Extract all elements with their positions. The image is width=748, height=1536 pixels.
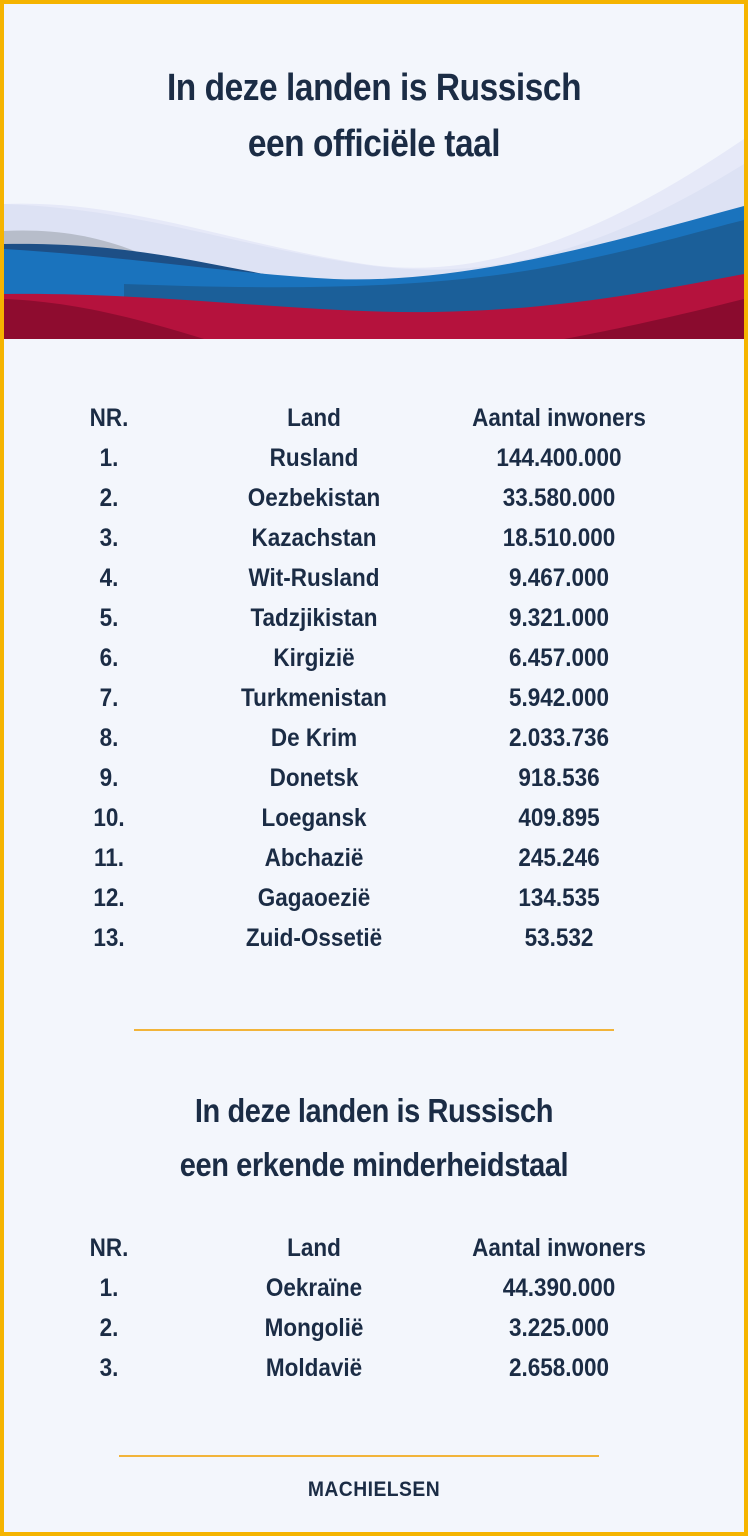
row-nr: 12. (93, 884, 125, 912)
row-land: De Krim (270, 724, 358, 752)
row-inwoners: 18.510.000 (502, 524, 616, 552)
header-nr: NR. (89, 1234, 129, 1262)
row-inwoners: 144.400.000 (496, 444, 622, 472)
table-row (4, 758, 744, 798)
row-nr: 1. (99, 1274, 119, 1302)
row-nr: 4. (99, 564, 119, 592)
row-inwoners: 245.246 (518, 844, 600, 872)
machielsen-logo: MACHIELSEN (307, 1478, 441, 1501)
table-row (4, 1308, 744, 1348)
row-land: Donetsk (269, 764, 359, 792)
row-land: Moldavië (265, 1354, 363, 1382)
table-header (4, 398, 744, 438)
row-land: Kazachstan (251, 524, 377, 552)
table-row (4, 878, 744, 918)
title-minority-line1: In deze landen is Russisch (194, 1092, 554, 1129)
row-nr: 2. (99, 484, 119, 512)
row-nr: 9. (99, 764, 119, 792)
table-row (4, 438, 744, 478)
row-inwoners: 33.580.000 (502, 484, 616, 512)
row-nr: 10. (93, 804, 125, 832)
row-land: Turkmenistan (241, 684, 387, 712)
table-row (4, 638, 744, 678)
row-inwoners: 9.467.000 (508, 564, 610, 592)
divider (134, 1029, 614, 1031)
row-nr: 8. (99, 724, 119, 752)
row-inwoners: 134.535 (518, 884, 600, 912)
table-row (4, 838, 744, 878)
table-row (4, 918, 744, 958)
row-land: Wit-Rusland (248, 564, 380, 592)
infographic (4, 4, 744, 1532)
header-land: Land (287, 1234, 341, 1262)
row-land: Oekraïne (265, 1274, 363, 1302)
row-inwoners: 3.225.000 (508, 1314, 610, 1342)
row-nr: 7. (99, 684, 119, 712)
table-row (4, 598, 744, 638)
row-land: Zuid-Ossetië (245, 924, 383, 952)
title-minority (48, 1084, 699, 1192)
row-nr: 2. (99, 1314, 119, 1342)
header-land: Land (287, 404, 341, 432)
table-row (4, 1348, 744, 1388)
row-inwoners: 44.390.000 (502, 1274, 616, 1302)
row-land: Mongolië (264, 1314, 364, 1342)
row-land: Rusland (269, 444, 359, 472)
table-row (4, 678, 744, 718)
table-row (4, 518, 744, 558)
table-row (4, 718, 744, 758)
row-nr: 11. (93, 844, 125, 872)
row-nr: 5. (99, 604, 119, 632)
row-nr: 3. (99, 1354, 119, 1382)
table-row (4, 478, 744, 518)
table-header (4, 1228, 744, 1268)
row-inwoners: 9.321.000 (508, 604, 610, 632)
title-official-line2: een officiële taal (247, 123, 501, 165)
row-inwoners: 2.658.000 (508, 1354, 610, 1382)
row-land: Abchazië (264, 844, 364, 872)
row-inwoners: 5.942.000 (508, 684, 610, 712)
row-land: Loegansk (261, 804, 367, 832)
header-nr: NR. (89, 404, 129, 432)
row-inwoners: 409.895 (518, 804, 600, 832)
row-inwoners: 53.532 (524, 924, 594, 952)
table-row (4, 798, 744, 838)
row-land: Tadzjikistan (250, 604, 378, 632)
header-inwoners: Aantal inwoners (472, 1234, 646, 1262)
header-inwoners: Aantal inwoners (472, 404, 646, 432)
row-land: Kirgizië (273, 644, 355, 672)
divider (119, 1455, 599, 1457)
row-land: Gagaoezië (257, 884, 371, 912)
row-nr: 13. (93, 924, 125, 952)
row-land: Oezbekistan (247, 484, 381, 512)
russian-flag-wave (4, 124, 744, 339)
row-nr: 3. (99, 524, 119, 552)
row-inwoners: 2.033.736 (508, 724, 610, 752)
row-inwoners: 6.457.000 (508, 644, 610, 672)
title-official-line1: In deze landen is Russisch (166, 67, 582, 109)
row-inwoners: 918.536 (518, 764, 600, 792)
table-row (4, 1268, 744, 1308)
row-nr: 1. (99, 444, 119, 472)
table-row (4, 558, 744, 598)
title-minority-line2: een erkende minderheidstaal (179, 1146, 569, 1183)
row-nr: 6. (99, 644, 119, 672)
